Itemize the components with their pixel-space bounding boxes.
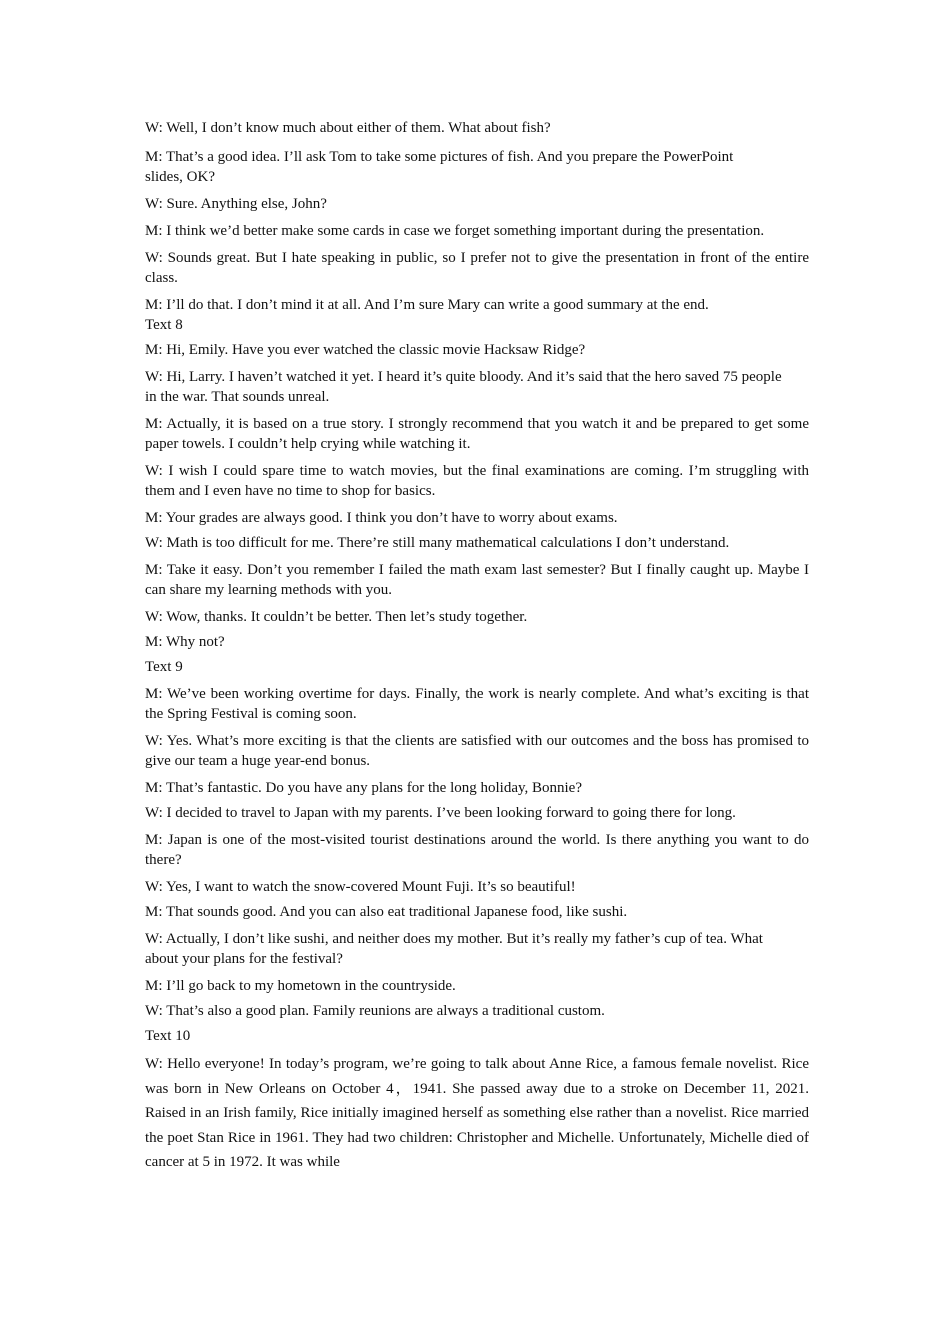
dialogue-line: M: Hi, Emily. Have you ever watched the classic movie Hacksaw Ridge? [145,342,586,358]
dialogue-line: M: Take it easy. Don’t you remember I failed the math exam last semester? But I finally caught up. Maybe I can share my learning methods with you. [145,562,809,598]
dialogue-line: M: That’s a good idea. I’ll ask Tom to take some pictures of fish. And you prepare the PowerPoint slides, OK? [145,149,734,185]
dialogue-line: M: Japan is one of the most-visited tourist destinations around the world. Is there anything you want to do there? [145,832,809,868]
dialogue-line: M: That sounds good. And you can also eat traditional Japanese food, like sushi. [145,904,628,920]
dialogue-line: W: I wish I could spare time to watch movies, but the final examinations are coming. I’m struggling with them and I even have no time to shop for basics. [145,463,809,499]
dialogue-line: M: That’s fantastic. Do you have any plans for the long holiday, Bonnie? [145,780,582,796]
dialogue-line: W: That’s also a good plan. Family reunions are always a traditional custom. [145,1003,605,1019]
section-heading-text-8: Text 8 [145,317,183,333]
dialogue-line: M: I’ll go back to my hometown in the countryside. [145,978,456,994]
dialogue-line: W: I decided to travel to Japan with my parents. I’ve been looking forward to going there for long. [145,805,736,821]
dialogue-line: W: Yes. What’s more exciting is that the clients are satisfied with our outcomes and the boss has promised to give our team a huge year-end bonus. [145,733,809,769]
monologue-paragraph: W: Hello everyone! In today’s program, we’re going to talk about Anne Rice, a famous female novelist. Rice was born in New Orleans on October 4，1941. She passed away due to a stroke on December 11, 2021. Raised in an Irish family, Rice initially imagined herself as something else rather than a novelist. Rice married the poet Stan Rice in 1961. They had two children: Christopher and Michelle. Unfortunately, Michelle died of cancer at 5 in 1972. It was while [145,1056,809,1170]
dialogue-line: W: Wow, thanks. It couldn’t be better. Then let’s study together. [145,609,528,625]
dialogue-line: W: Hi, Larry. I haven’t watched it yet. I heard it’s quite bloody. And it’s said that the hero saved 75 people in the war. That sounds unreal. [145,369,782,405]
dialogue-line: W: Actually, I don’t like sushi, and neither does my mother. But it’s really my father’s cup of tea. What about your plans for the festival? [145,931,763,967]
dialogue-line: M: Actually, it is based on a true story. I strongly recommend that you watch it and be prepared to get some paper towels. I couldn’t help crying while watching it. [145,416,809,452]
section-heading-text-10: Text 10 [145,1028,191,1044]
dialogue-line: M: I think we’d better make some cards in case we forget something important during the presentation. [145,223,765,239]
dialogue-line: W: Sure. Anything else, John? [145,196,327,212]
transcript-body [145,118,809,1182]
dialogue-line: W: Well, I don’t know much about either of them. What about fish? [145,120,551,136]
dialogue-line: M: We’ve been working overtime for days. Finally, the work is nearly complete. And what’s exciting is that the Spring Festival is coming soon. [145,686,809,722]
dialogue-line: W: Yes, I want to watch the snow-covered Mount Fuji. It’s so beautiful! [145,879,576,895]
section-heading-text-9: Text 9 [145,659,183,675]
dialogue-line: M: I’ll do that. I don’t mind it at all. And I’m sure Mary can write a good summary at the end. [145,297,709,313]
dialogue-line: W: Sounds great. But I hate speaking in public, so I prefer not to give the presentation in front of the entire class. [145,250,809,286]
dialogue-line: W: Math is too difficult for me. There’re still many mathematical calculations I don’t understand. [145,535,730,551]
dialogue-line: M: Your grades are always good. I think you don’t have to worry about exams. [145,510,618,526]
dialogue-line: M: Why not? [145,634,225,650]
